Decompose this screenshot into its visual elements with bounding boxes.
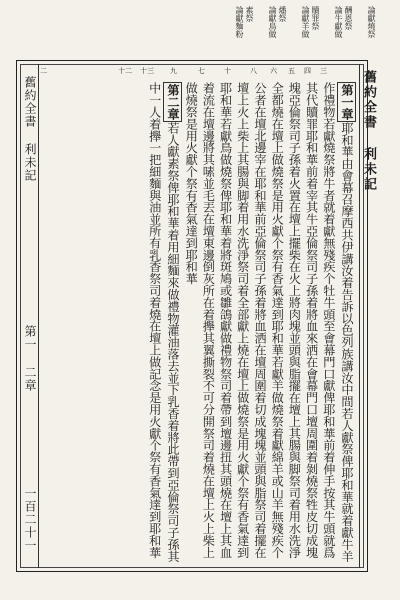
verse-number: 二	[40, 67, 47, 75]
annotation-line: 論獻麵粉	[235, 6, 244, 38]
page-number: 一百二十一	[23, 487, 37, 552]
verse-number: 八	[250, 67, 257, 75]
running-header	[22, 76, 39, 556]
verse-number: 四	[304, 67, 311, 75]
annotation-line: 論獻羊做	[301, 6, 310, 38]
verse-number: 十三	[140, 67, 154, 75]
margin-annotations	[235, 6, 376, 62]
annotation-line: 酬恩祭	[344, 6, 353, 30]
chapter2-heading: 第二章	[163, 82, 182, 122]
annotation-1	[367, 6, 376, 62]
verse-number: 六	[270, 67, 277, 75]
chapter2-body: 若人獻素祭俾耶和華着用細麵來做禮物灌油落去並下乳香着將此帶到亞倫祭司子孫其中一人着攑一把細麵與油並所有乳香祭司着燒在壇上做記念是用火獻个祭有香氣達到耶和華	[147, 82, 180, 562]
running-book-title: 舊約全書 利未記	[23, 76, 37, 182]
annotation-line: 論獻燒祭	[367, 6, 376, 38]
annotation-2	[334, 6, 353, 62]
main-text	[56, 82, 356, 562]
verse-number: 九	[170, 67, 177, 75]
book-title: 舊約全書 利未記	[361, 70, 376, 192]
annotation-5	[235, 6, 254, 62]
running-chapter: 第一 二章	[23, 325, 37, 392]
annotation-line: 論獻鳥做	[268, 6, 277, 38]
annotation-3	[301, 6, 320, 62]
annotation-4	[268, 6, 287, 62]
annotation-line: 素祭	[245, 6, 254, 22]
verse-number: 七	[198, 67, 205, 75]
chapter-body: 耶和華由會幕召摩西共伊講汝着告訴以色列族講汝中間若人獻祭俾耶和華就着獻牛羊作禮物若獻燒祭將牛者就着獻無殘疾个牡牛頭至會幕門口獻俾耶和華前着伸手按其牛頭就爲其代贖罪耶和華前着宰其牛亞倫祭司子孫着將血來洒在會幕門口壇周圍着剝燒祭牲皮切成塊塊亞倫祭司子孫着火置在壇上擺柴在火上將肉塊並頭與脂擺在壇上其腸與脚祭司着用水洗淨全都燒在壇上做燒祭是用火獻个祭有香氣達到耶和華若獻羊做燒祭着獻綿羊或山羊無殘疾个公者在壇北邊宰在耶和華前亞倫祭司子孫着將血洒在壇周圍着切成塊塊並頭與脂祭司着擺在壇上火上柴上其腸與脚着用水洗淨祭司着全部獻上燒在壇上做燒祭是用火獻个祭有香氣達到耶和華若獻鳥做燒祭俾耶和華着將斑鳩或雛鴿獻做禮物祭司着帶到壇邊扭其頭燒在壇上其血着流在壇邊將其嗉並毛丟在壇東邊倒灰所在着攑其翼撕裂不可分開祭司着燒在壇上火上柴上做燒祭是用火獻个祭有香氣達到耶和華	[184, 82, 354, 562]
verse-number: 十	[224, 67, 231, 75]
verse-number: 十二	[118, 67, 132, 75]
verse-number-row	[40, 66, 340, 80]
verse-number: 三	[320, 67, 327, 75]
annotation-line: 燔祭	[278, 6, 287, 22]
verse-number: 五	[288, 67, 295, 75]
annotation-line: 贖罪祭	[311, 6, 320, 30]
annotation-line: 論牛獻做	[334, 6, 343, 38]
chapter-heading: 第一章	[337, 82, 356, 122]
